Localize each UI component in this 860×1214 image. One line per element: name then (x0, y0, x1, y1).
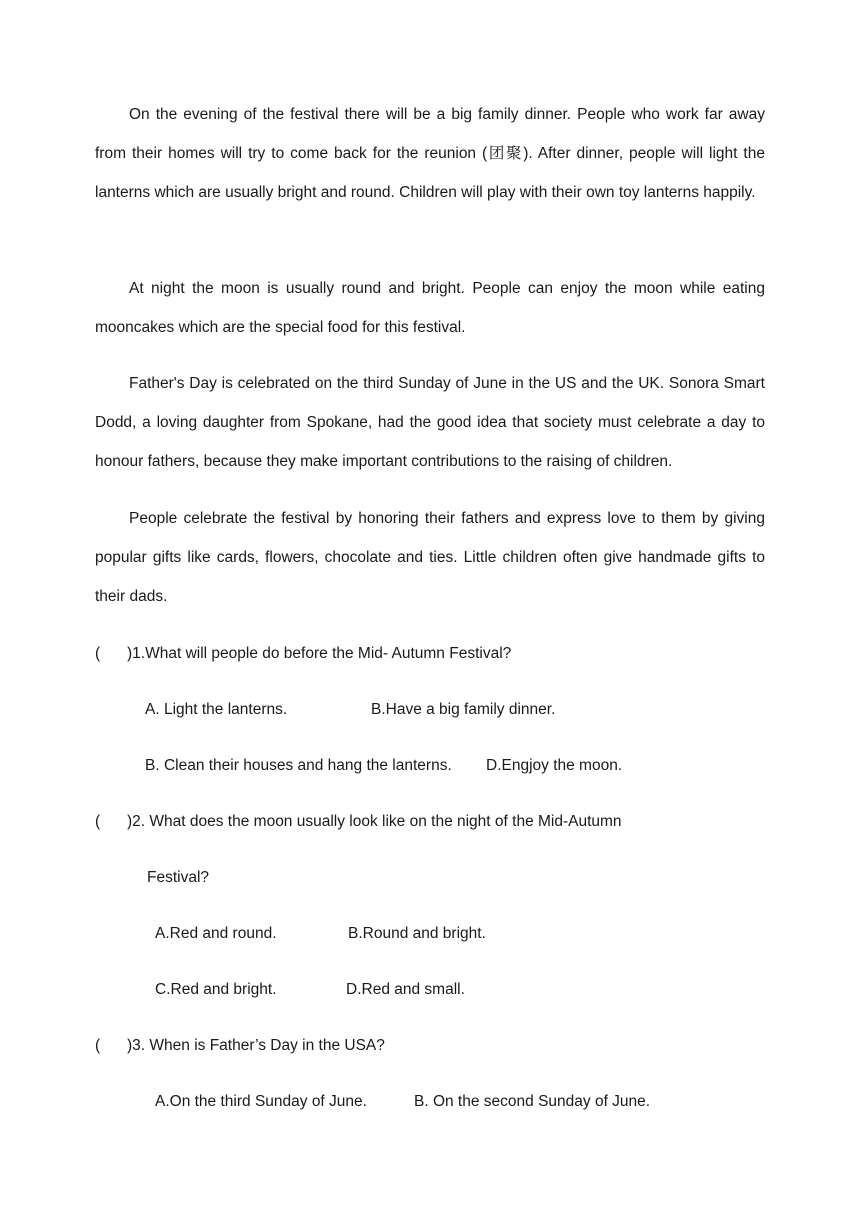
passage-paragraph-1 (95, 95, 765, 212)
answer-blank-open: ( (95, 645, 101, 662)
question-1-option-b: B.Have a big family dinner. (371, 701, 556, 718)
answer-blank-close: ) (127, 645, 133, 662)
question-2-option-d: D.Red and small. (346, 981, 465, 998)
question-3-option-a: A.On the third Sunday of June. (155, 1093, 367, 1110)
paragraph-1-text-end: ). After dinner, people will light the lanterns which are usually bright and round. Children will play with their own toy lanterns happily. (95, 145, 765, 201)
question-3-option-b: B. On the second Sunday of June. (414, 1093, 651, 1110)
passage-paragraph-3: Father's Day is celebrated on the third Sunday of June in the US and the UK. Sonora Smart Dodd, a loving daughter from Spokane, had the good idea that society must celebrate a day to honour fathers, because they make important contributions to the raising of children. (95, 375, 765, 470)
passage-paragraph-2: At night the moon is usually round and bright. People can enjoy the moon while eating mooncakes which are the special food for this festival. (95, 280, 765, 336)
question-2-stem-continued: Festival? (147, 869, 210, 886)
question-2-stem: 2. What does the moon usually look like on the night of the Mid-Autumn (132, 813, 622, 830)
question-1-option-c: B. Clean their houses and hang the lanterns. (145, 757, 452, 774)
question-2-option-c: C.Red and bright. (155, 981, 277, 998)
question-1-stem: 1.What will people do before the Mid- Autumn Festival? (132, 645, 512, 662)
paragraph-1-chinese-gloss: 团聚 (487, 144, 524, 162)
answer-blank-open: ( (95, 1037, 101, 1054)
question-2-stem-line (95, 812, 622, 832)
paragraph-1-text-start: On the evening of the festival there will be a big family dinner. People who work far away from their homes will try to come back for the reunion ( (95, 106, 765, 162)
passage-paragraph-4: People celebrate the festival by honoring their fathers and express love to them by giving popular gifts like cards, flowers, chocolate and ties. Little children often give handmade gifts to their dads. (95, 510, 765, 605)
question-2-option-b: B.Round and bright. (348, 925, 486, 942)
question-1-option-a: A. Light the lanterns. (145, 701, 288, 718)
question-3-stem-line (95, 1036, 385, 1056)
question-2-option-a: A.Red and round. (155, 925, 277, 942)
answer-blank-open: ( (95, 813, 101, 830)
question-1-stem-line (95, 644, 511, 664)
answer-blank-close: ) (127, 813, 133, 830)
answer-blank-close: ) (127, 1037, 133, 1054)
question-3-stem: 3. When is Father’s Day in the USA? (132, 1037, 385, 1054)
question-1-option-d: D.Engjoy the moon. (486, 757, 623, 774)
